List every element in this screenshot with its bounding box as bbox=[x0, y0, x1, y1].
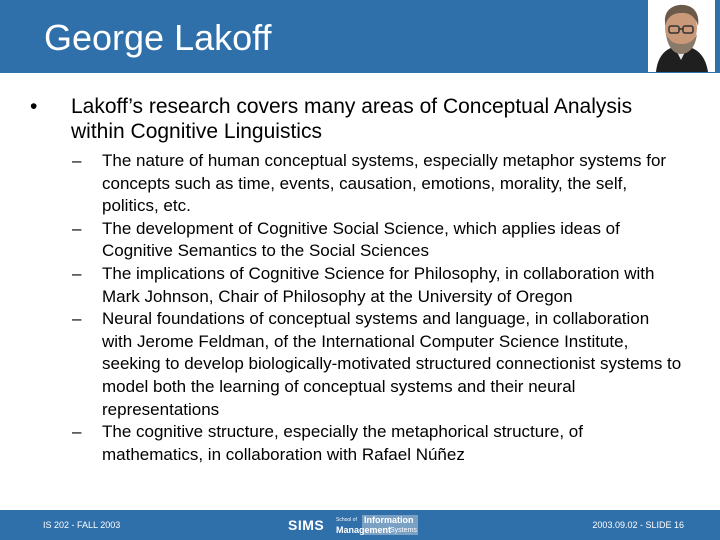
sub-bullet bbox=[72, 263, 682, 308]
sub-bullet bbox=[72, 421, 682, 466]
sub-bullet bbox=[72, 150, 682, 218]
dash-marker: – bbox=[72, 218, 82, 238]
sub-bullet-text: Neural foundations of conceptual systems and language, in collaboration with Jerome Feldman, of the International Computer Science Institute, seeking to develop biologically-motivated structured connectionist systems to model both the learning of conceptual systems and their neural representations bbox=[102, 309, 682, 419]
sub-bullet bbox=[72, 308, 682, 421]
sub-bullet-text: The nature of human conceptual systems, especially metaphor systems for concepts such as time, events, causation, emotions, morality, the self, politics, etc. bbox=[102, 151, 667, 216]
dash-marker: – bbox=[72, 151, 82, 170]
sub-bullet-text: The development of Cognitive Social Science, which applies ideas of Cognitive Semantics to the Social Sciences bbox=[102, 218, 620, 261]
sub-bullet-text: The cognitive structure, especially the metaphorical structure, of mathematics, in collaboration with Rafael Núñez bbox=[102, 422, 583, 464]
slide-title: George Lakoff bbox=[44, 17, 272, 58]
logo-systems: Systems bbox=[390, 527, 417, 534]
sub-bullet-list bbox=[72, 150, 682, 466]
course-label: IS 202 - FALL 2003 bbox=[43, 520, 121, 530]
logo-information: Information bbox=[364, 515, 414, 525]
logo-management: Management bbox=[336, 525, 392, 535]
logo-school-of: School of bbox=[336, 517, 357, 523]
logo-sims-text: SIMS bbox=[288, 517, 325, 533]
dash-marker: – bbox=[72, 309, 82, 329]
portrait-photo-icon bbox=[648, 0, 715, 72]
main-bullet-text: Lakoff’s research covers many areas of Conceptual Analysis within Cognitive Linguistics bbox=[71, 95, 633, 143]
dash-marker: – bbox=[72, 263, 82, 283]
bullet-marker: • bbox=[30, 95, 38, 118]
sub-bullet bbox=[72, 218, 682, 263]
sub-bullet-text: The implications of Cognitive Science for Philosophy, in collaboration with Mark Johnson, Chair of Philosophy at the University of Oregon bbox=[102, 263, 655, 306]
dash-marker: – bbox=[72, 422, 82, 442]
sims-logo bbox=[286, 514, 436, 536]
slide-number: 2003.09.02 - SLIDE 16 bbox=[592, 520, 684, 530]
